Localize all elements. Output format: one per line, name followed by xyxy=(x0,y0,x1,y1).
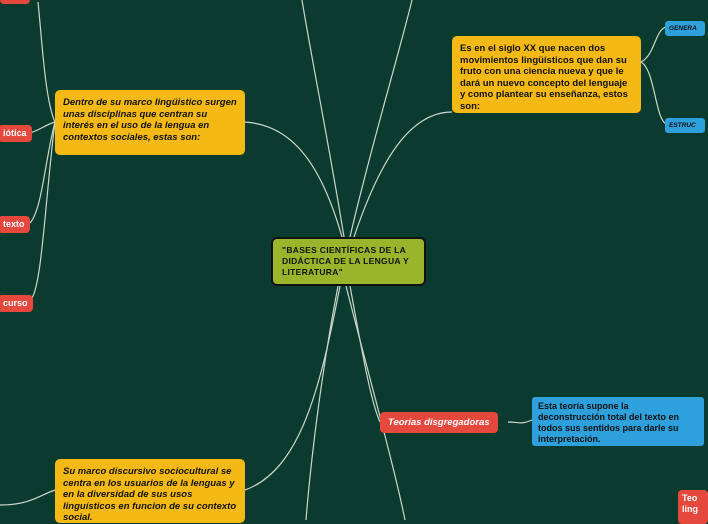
node-marco-discursivo[interactable] xyxy=(55,459,245,523)
central-topic[interactable] xyxy=(271,237,426,286)
left-tag-texto[interactable] xyxy=(0,216,30,233)
node-text: Es en el siglo XX que nacen dos movimientos lingüísticos que dan su fruto con una ciencia nueva y que le dará un nuevo concepto del lenguaje y como plantear su enseñanza, estos son: xyxy=(460,43,628,112)
right-tag-label: GENERA xyxy=(669,25,697,32)
node-teorias-disgregadoras[interactable] xyxy=(380,412,498,433)
right-tag-generativa[interactable] xyxy=(665,21,705,36)
left-tag-top-cut[interactable] xyxy=(0,0,30,4)
node-text: Su marco discursivo sociocultural se centra en los usuarios de la lenguas y en la diversidad de sus usos linguísticos en funcion de su contexto social. xyxy=(63,466,237,523)
node-teorias-linguisticas-cut[interactable] xyxy=(678,490,708,524)
node-text-line1: Teo xyxy=(682,493,698,503)
right-tag-label: ESTRUC xyxy=(669,122,696,129)
left-tag-label: texto xyxy=(3,219,25,229)
left-tag-discurso[interactable] xyxy=(0,295,33,312)
left-tag-label: curso xyxy=(3,298,28,308)
node-text: Dentro de su marco lingüistico surgen unas disciplinas que centran su interés en el uso de la lengua en contextos sociales, estas son: xyxy=(63,97,237,143)
node-text: Teorías disgregadoras xyxy=(388,417,490,428)
right-tag-estructuralismo[interactable] xyxy=(665,118,705,133)
node-siglo-xx[interactable] xyxy=(452,36,641,113)
left-tag-label: iótica xyxy=(3,128,27,138)
central-topic-text: "BASES CIENTÍFICAS DE LA DIDÁCTICA DE LA LENGUA Y LITERATURA" xyxy=(282,245,409,277)
node-teorias-descripcion[interactable] xyxy=(532,397,704,446)
left-tag-semiotica[interactable] xyxy=(0,125,32,142)
node-marco-linguistico[interactable] xyxy=(55,90,245,155)
node-text-line2: ling xyxy=(682,504,698,514)
node-text: Esta teoría supone la deconstrucción total del texto en todos sus sentidos para darle su interpretación. xyxy=(538,401,680,444)
